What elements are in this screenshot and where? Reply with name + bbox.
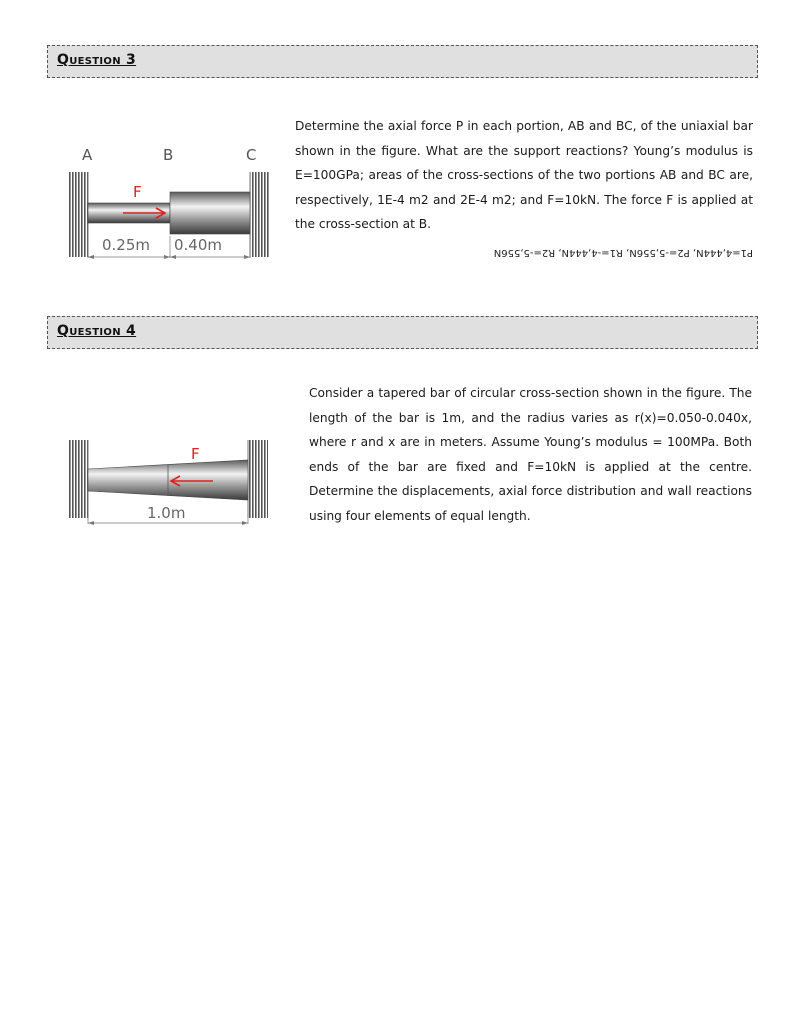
stepped-bar-diagram [60,140,280,270]
question-4-header [47,316,758,349]
question-4-title [57,323,136,339]
dimension-bc: 0.40m [174,236,223,254]
dimension-ab: 0.25m [102,236,151,254]
question-3-answer: P1=4,444N, P2=-5,556N, R1=-4,444N, R2=-5,556N [493,247,753,258]
question-3-figure [60,140,280,270]
question-4-text: Consider a tapered bar of circular cross-section shown in the figure. The length of the bar is 1m, and the radius varies as r(x)=0.050-0.040x, where r and x are in meters. Assume Young’s modulus = 100MPa. Both ends of the bar are fixed and F=10kN is applied at the centre. Determine the displacements, axial force distribution and wall reactions using four elements of equal length. [309,386,752,523]
label-b: B [163,146,174,164]
force-label: F [133,183,142,201]
question-4-heading: Question 4 [57,323,137,339]
dimension-length: 1.0m [147,504,186,522]
right-wall [248,440,268,518]
force-label: F [191,445,200,463]
right-wall [250,172,270,257]
label-a: A [82,146,93,164]
question-4-figure [60,432,280,532]
question-3-title [57,52,136,68]
left-wall [68,440,88,518]
bar-segment-bc [170,192,250,234]
tapered-bar-diagram [60,432,280,532]
label-c: C [246,146,257,164]
question-3-text: Determine the axial force P in each portion, AB and BC, of the uniaxial bar shown in the figure. What are the support reactions? Young’s modulus is E=100GPa; areas of the cross-sections of the two portions AB and BC are, respectively, 1E-4 m2 and 2E-4 m2; and F=10kN. The force F is applied at the cross-section at B. [295,119,753,231]
left-wall [68,172,88,257]
question-3-header [47,45,758,78]
question-3-heading: Question 3 [57,52,137,68]
